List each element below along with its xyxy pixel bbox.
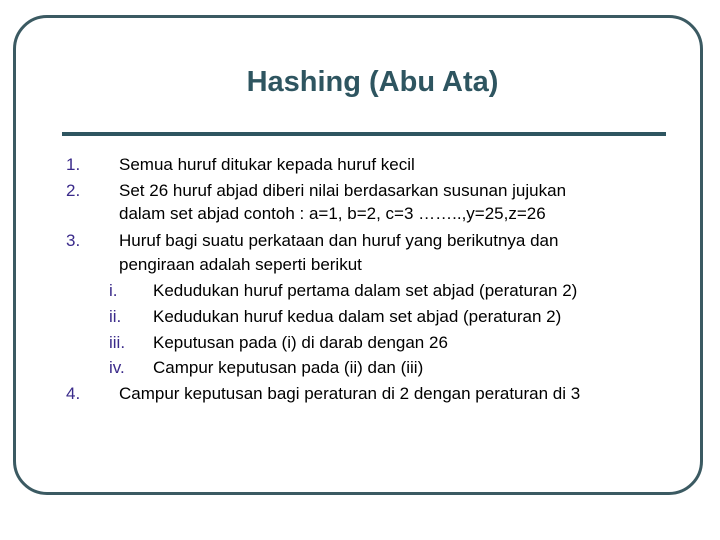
- sublist-item-text: Keputusan pada (i) di darab dengan 26: [153, 333, 448, 352]
- sublist-number: iii.: [109, 333, 126, 352]
- list-number: 2.: [66, 181, 81, 200]
- list-number: 3.: [66, 231, 81, 250]
- sublist-number: ii.: [109, 307, 122, 326]
- sublist-item-text: Kedudukan huruf kedua dalam set abjad (peraturan 2): [153, 307, 562, 326]
- sublist-item-text: Campur keputusan pada (ii) dan (iii): [153, 358, 424, 377]
- sublist-number: iv.: [109, 358, 125, 377]
- list-number: 4.: [66, 384, 81, 403]
- sublist-item-text: Kedudukan huruf pertama dalam set abjad (peraturan 2): [153, 281, 578, 300]
- sublist-number: i.: [109, 281, 118, 300]
- list-item-text: Campur keputusan bagi peraturan di 2 dengan peraturan di 3: [119, 384, 581, 403]
- slide-title: Hashing (Abu Ata): [246, 66, 499, 98]
- list-number: 1.: [66, 155, 81, 174]
- list-item-text: pengiraan adalah seperti berikut: [119, 255, 362, 274]
- list-item-text: Semua huruf ditukar kepada huruf kecil: [119, 155, 415, 174]
- list-item-text: Set 26 huruf abjad diberi nilai berdasarkan susunan jujukan: [119, 181, 567, 200]
- list-item-text: Huruf bagi suatu perkataan dan huruf yang berikutnya dan: [119, 231, 559, 250]
- list-item-text: dalam set abjad contoh : a=1, b=2, c=3 ……..,y=25,z=26: [119, 204, 546, 223]
